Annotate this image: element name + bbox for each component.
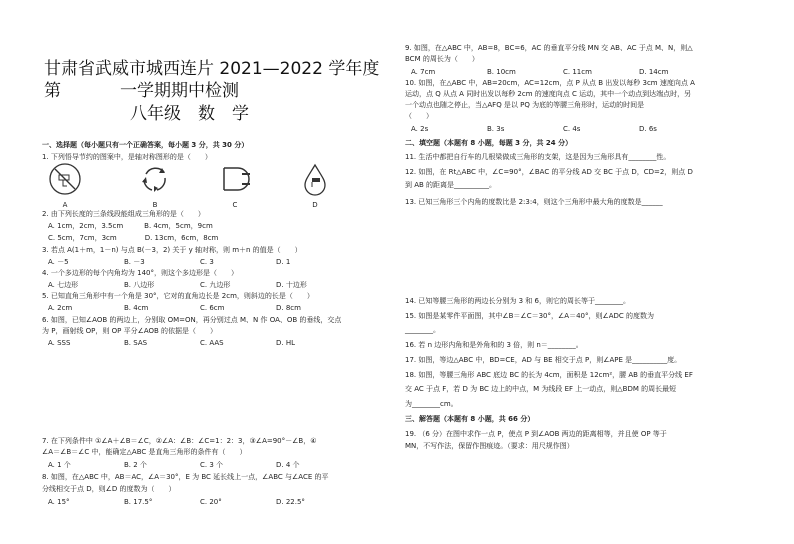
q1-option-b: [138, 162, 174, 210]
question-9-line2: BCM 的周长为（ ）: [405, 55, 479, 63]
q6-options: [48, 338, 352, 349]
q3-options: [48, 257, 352, 268]
q3-option-b[interactable]: B. －3: [124, 258, 145, 266]
recycle-arrows-icon: [138, 162, 172, 196]
question-8-line2: 分线相交于点 D，则∠D 的度数为（ ）: [42, 485, 176, 493]
q1-option-d: [298, 162, 334, 210]
question-16: 16. 若 n 边形内角和是外角和的 3 倍，则 n＝________。: [405, 341, 583, 349]
question-15-line2: ________。: [405, 326, 440, 334]
q7-option-c[interactable]: C. 3 个: [200, 461, 224, 469]
question-9-line1: 9. 如图，在△ABC 中，AB=8，BC=6，AC 的垂直平分线 MN 交 AB、AC 于点 M、N，则△: [405, 44, 693, 52]
q8-option-c[interactable]: C. 20°: [200, 498, 222, 506]
q5-option-c[interactable]: C. 6cm: [200, 304, 225, 312]
section3-heading: 三、解答题（本题有 8 小题，共 66 分）: [405, 415, 535, 423]
q1-option-a: [48, 162, 84, 210]
exam-title-line1: 甘肃省武威市城西连片 2021—2022 学年度第: [44, 59, 380, 101]
question-2: 2. 由下列长度的三条线段能组成三角形的是（ ）: [42, 210, 205, 218]
q3-option-c[interactable]: C. 3: [200, 258, 214, 266]
q7-option-b[interactable]: B. 2 个: [124, 461, 147, 469]
q4-option-c[interactable]: C. 九边形: [200, 281, 231, 289]
question-5: 5. 已知直角三角形中有一个角是 30°，它对的直角边长是 2cm，则斜边的长是（ ）: [42, 292, 314, 300]
q9-option-c[interactable]: C. 11cm: [563, 68, 592, 76]
section1-heading: 一、选择题（每小题只有一个正确答案，每小题 3 分，共 30 分）: [42, 141, 249, 149]
exam-title-line3: 八年级 数 学: [130, 104, 249, 124]
q6-option-d[interactable]: D. HL: [276, 339, 296, 347]
question-8-line1: 8. 如图，在△ABC 中，AB＝AC，∠A＝30°，E 为 BC 延长线上一点，∠ABC 与∠ACE 的平: [42, 473, 329, 481]
question-6-line1: 6. 如图，已知∠AOB 的两边上，分别取 OM=ON，再分别过点 M、N 作 OA、OB 的垂线，交点: [42, 316, 342, 324]
q9-option-d[interactable]: D. 14cm: [639, 68, 669, 76]
q4-option-b[interactable]: B. 八边形: [124, 281, 155, 289]
question-7-line2: ∠A＝∠B＝∠C 中，能确定△ABC 是直角三角形的条件有（ ）: [42, 448, 247, 456]
question-10-line3: 一个动点也随之停止，当△AFQ 是以 PQ 为底的等腰三角形时，运动的时间是: [405, 101, 645, 109]
question-12-line2: 到 AB 的距离是__________。: [405, 181, 497, 189]
q10-options: [411, 124, 715, 135]
question-19-line1: 19. （6 分）在图中求作一点 P，使点 P 到∠AOB 两边的距离相等，并且使 OP 等于: [405, 430, 667, 438]
q2-options-row1: A. 1cm，2cm，3.5cm B. 4cm，5cm，9cm: [48, 222, 213, 230]
question-1: 1. 下列悟导节约的图案中，是轴对称图形的是（ ）: [42, 153, 212, 161]
q10-option-c[interactable]: C. 4s: [563, 125, 581, 133]
q4-option-a[interactable]: A. 七边形: [48, 281, 79, 289]
question-18-line3: 为________cm。: [405, 400, 458, 408]
q1-icon-options: [48, 162, 378, 210]
question-6-line2: 为 P，画射线 OP，则 OP 平分∠AOB 的依据是（ ）: [42, 327, 218, 335]
water-tap-icon: [48, 162, 82, 196]
q4-option-d[interactable]: D. 十边形: [276, 281, 307, 289]
exam-title-line2: 一学期期中检测: [120, 81, 239, 101]
power-plug-icon: [218, 162, 252, 196]
q1-label-d: D: [312, 201, 318, 209]
question-13: 13. 已知三角形三个内角的度数比是 2:3:4，则这个三角形中最大角的度数是______: [405, 198, 663, 206]
question-17: 17. 如图，等边△ABC 中，BD=CE，AD 与 BE 相交于点 P，则∠APE 是__________度。: [405, 356, 682, 364]
q6-option-a[interactable]: A. SSS: [48, 339, 71, 347]
question-3: 3. 若点 A(1＋m，1－n) 与点 B(－3，2) 关于 y 轴对称，则 m＋n 的值是（ ）: [42, 246, 302, 254]
q5-option-d[interactable]: D. 8cm: [276, 304, 301, 312]
q3-option-d[interactable]: D. 1: [276, 258, 291, 266]
question-15-line1: 15. 如图是某零件平面图，其中∠B＝∠C＝30°，∠A＝40°，则∠ADC 的度数为: [405, 312, 655, 320]
q8-option-b[interactable]: B. 17.5°: [124, 498, 153, 506]
q6-option-b[interactable]: B. SAS: [124, 339, 148, 347]
q8-options: [48, 497, 352, 508]
question-4: 4. 一个多边形的每个内角均为 140°，则这个多边形是（ ）: [42, 269, 238, 277]
q1-label-c: C: [232, 201, 238, 209]
q7-option-a[interactable]: A. 1 个: [48, 461, 71, 469]
question-11: 11. 生活中都把自行车的几根梁做成三角形的支架，这是因为三角形具有________性。: [405, 153, 671, 161]
q6-option-c[interactable]: C. AAS: [200, 339, 224, 347]
question-7-line1: 7. 在下列条件中 ①∠A＋∠B＝∠C，②∠A：∠B：∠C=1：2：3，③∠A=90°－∠B，④: [42, 437, 317, 445]
question-18-line1: 18. 如图，等腰三角形 ABC 底边 BC 的长为 4cm，面积是 12cm²，腰 AB 的垂直平分线 EF: [405, 371, 693, 379]
q3-option-a[interactable]: A. －5: [48, 258, 69, 266]
question-10-line1: 10. 如图，在△ABC 中，AB=20cm，AC=12cm，点 P 从点 B 出发以每秒 3cm 速度向点 A: [405, 79, 695, 87]
q5-option-b[interactable]: B. 4cm: [124, 304, 149, 312]
q1-option-c: [218, 162, 254, 210]
question-10-line2: 运动，点 Q 从点 A 同时出发以每秒 2cm 的速度向点 C 运动，其中一个动点到达端点时，另: [405, 90, 692, 98]
question-18-line2: 交 AC 于点 F，若 D 为 BC 边上的中点，M 为线段 EF 上一动点，则△BDM 的周长最短: [405, 385, 677, 393]
q9-option-b[interactable]: B. 10cm: [487, 68, 516, 76]
water-drop-icon: [298, 162, 332, 196]
q9-option-a[interactable]: A. 7cm: [411, 68, 436, 76]
q2-options-row2: C. 5cm，7cm，3cm D. 13cm，6cm，8cm: [48, 234, 219, 242]
q8-option-d[interactable]: D. 22.5°: [276, 498, 305, 506]
q5-option-a[interactable]: A. 2cm: [48, 304, 73, 312]
q9-options: [411, 67, 715, 78]
question-19-line2: MN，不写作法，保留作图痕迹。（要求：用尺规作图）: [405, 442, 574, 450]
q10-option-b[interactable]: B. 3s: [487, 125, 505, 133]
q7-options: [48, 460, 352, 471]
q1-label-b: B: [152, 201, 158, 209]
q5-options: [48, 303, 352, 314]
q8-option-a[interactable]: A. 15°: [48, 498, 70, 506]
question-12-line1: 12. 如图，在 Rt△ABC 中，∠C=90°，∠BAC 的平分线 AD 交 BC 于点 D，CD=2，则点 D: [405, 168, 693, 176]
q1-label-a: A: [62, 201, 68, 209]
question-10-line4: （ ）: [405, 112, 433, 120]
q4-options: [48, 280, 352, 291]
q10-option-d[interactable]: D. 6s: [639, 125, 657, 133]
q10-option-a[interactable]: A. 2s: [411, 125, 429, 133]
section2-heading: 二、填空题（本题有 8 小题，每题 3 分，共 24 分）: [405, 139, 573, 147]
q7-option-d[interactable]: D. 4 个: [276, 461, 300, 469]
question-14: 14. 已知等腰三角形的两边长分别为 3 和 6，则它的周长等于________。: [405, 297, 630, 305]
